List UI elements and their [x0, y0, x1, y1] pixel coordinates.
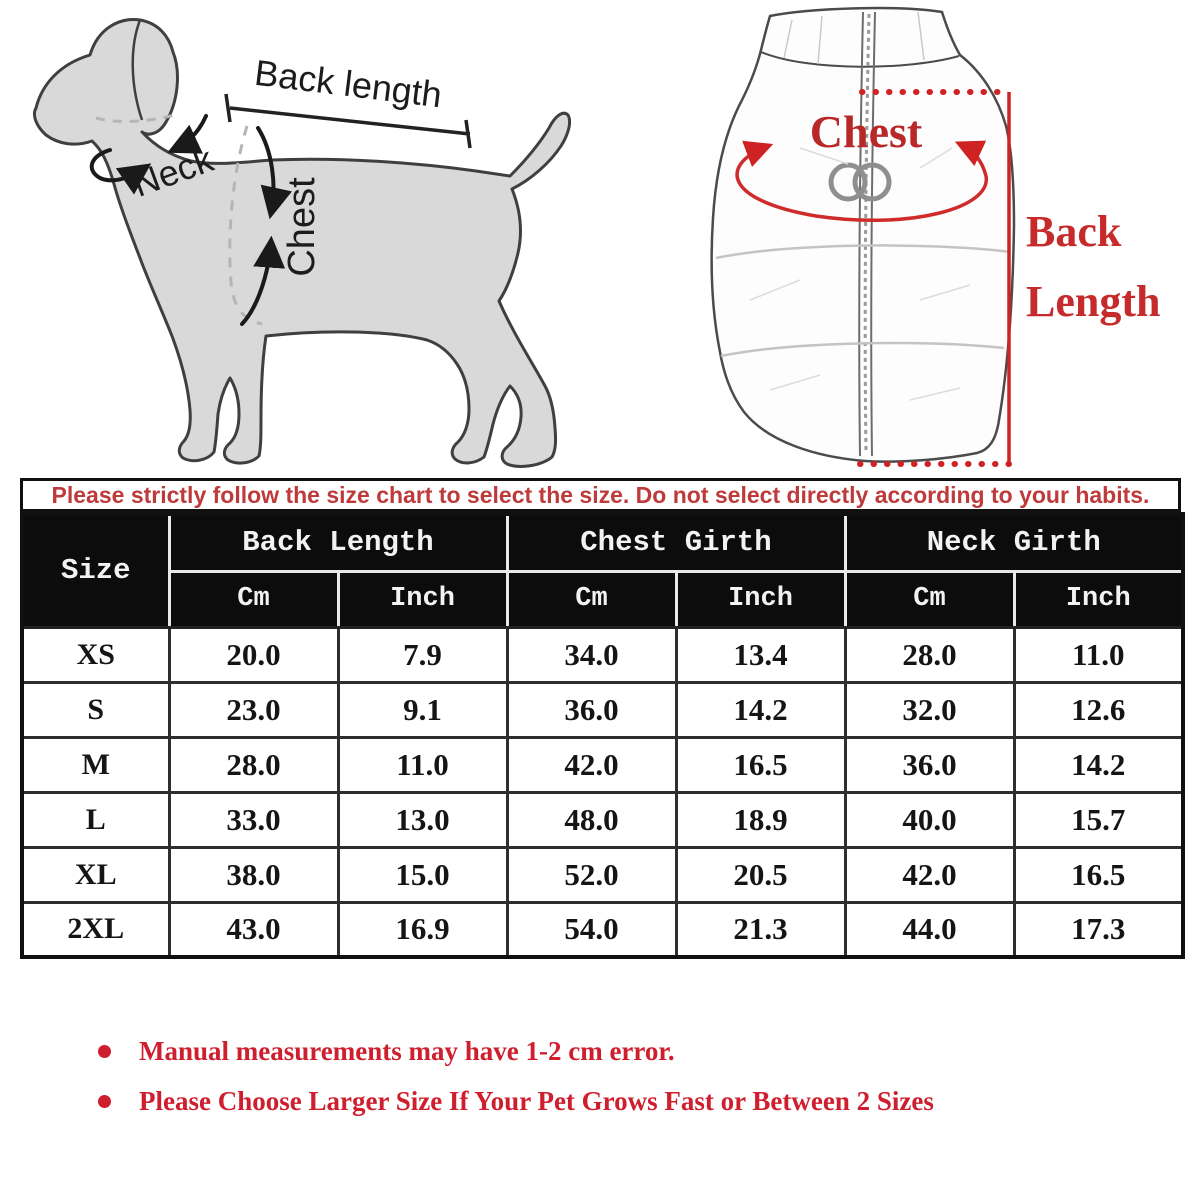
value-cell: 7.9 [338, 627, 507, 682]
vest-outline [712, 8, 1014, 462]
value-cell: 42.0 [507, 737, 676, 792]
table-row [22, 792, 1183, 847]
value-cell: 12.6 [1014, 682, 1183, 737]
note-text: Manual measurements may have 1-2 cm error. [139, 1036, 675, 1066]
value-cell: 44.0 [845, 902, 1014, 957]
vest-back-label: Back [1026, 207, 1122, 256]
value-cell: 48.0 [507, 792, 676, 847]
size-label: S [22, 682, 169, 737]
table-row [22, 627, 1183, 682]
size-label: XS [22, 627, 169, 682]
unit-header-neck-inch: Inch [1014, 571, 1183, 627]
size-warning-banner [20, 478, 1181, 512]
size-label: L [22, 792, 169, 847]
dog-measurement-diagram [0, 0, 630, 478]
unit-header-chest-cm: Cm [507, 571, 676, 627]
value-cell: 17.3 [1014, 902, 1183, 957]
group-header-chest-girth: Chest Girth [507, 514, 845, 571]
value-cell: 28.0 [169, 737, 338, 792]
size-label: 2XL [22, 902, 169, 957]
size-warning-text: Please strictly follow the size chart to select the size. Do not select directly according to your habits. [51, 481, 1150, 508]
value-cell: 9.1 [338, 682, 507, 737]
table-group-header-row [22, 514, 1183, 571]
value-cell: 43.0 [169, 902, 338, 957]
value-cell: 20.0 [169, 627, 338, 682]
value-cell: 14.2 [676, 682, 845, 737]
value-cell: 20.5 [676, 847, 845, 902]
size-column-header: Size [22, 514, 169, 627]
note-item [98, 1086, 934, 1117]
size-label: M [22, 737, 169, 792]
note-item [98, 1036, 934, 1067]
value-cell: 36.0 [845, 737, 1014, 792]
table-row [22, 682, 1183, 737]
unit-header-back-inch: Inch [338, 571, 507, 627]
value-cell: 16.5 [676, 737, 845, 792]
value-cell: 23.0 [169, 682, 338, 737]
unit-header-back-cm: Cm [169, 571, 338, 627]
vest-measurement-diagram [620, 0, 1200, 478]
group-header-back-length: Back Length [169, 514, 507, 571]
dog-chest-label: Chest [281, 177, 323, 277]
value-cell: 28.0 [845, 627, 1014, 682]
value-cell: 21.3 [676, 902, 845, 957]
group-header-neck-girth: Neck Girth [845, 514, 1183, 571]
table-row [22, 847, 1183, 902]
size-label: XL [22, 847, 169, 902]
value-cell: 14.2 [1014, 737, 1183, 792]
value-cell: 33.0 [169, 792, 338, 847]
value-cell: 36.0 [507, 682, 676, 737]
value-cell: 15.7 [1014, 792, 1183, 847]
dog-neck-label: Neck [127, 138, 219, 205]
vest-chest-label: Chest [809, 106, 923, 157]
value-cell: 11.0 [338, 737, 507, 792]
value-cell: 18.9 [676, 792, 845, 847]
vest-length-label: Length [1026, 277, 1161, 326]
value-cell: 38.0 [169, 847, 338, 902]
dog-back-length-label: Back length [252, 51, 445, 116]
table-row [22, 902, 1183, 957]
measurement-notes [98, 1036, 934, 1136]
value-cell: 42.0 [845, 847, 1014, 902]
bullet-icon [98, 1045, 111, 1058]
table-row [22, 737, 1183, 792]
value-cell: 13.0 [338, 792, 507, 847]
value-cell: 16.5 [1014, 847, 1183, 902]
value-cell: 11.0 [1014, 627, 1183, 682]
value-cell: 15.0 [338, 847, 507, 902]
value-cell: 40.0 [845, 792, 1014, 847]
value-cell: 32.0 [845, 682, 1014, 737]
unit-header-chest-inch: Inch [676, 571, 845, 627]
value-cell: 52.0 [507, 847, 676, 902]
bullet-icon [98, 1095, 111, 1108]
value-cell: 16.9 [338, 902, 507, 957]
unit-header-neck-cm: Cm [845, 571, 1014, 627]
value-cell: 34.0 [507, 627, 676, 682]
value-cell: 54.0 [507, 902, 676, 957]
value-cell: 13.4 [676, 627, 845, 682]
table-unit-header-row [22, 571, 1183, 627]
note-text: Please Choose Larger Size If Your Pet Grows Fast or Between 2 Sizes [139, 1086, 934, 1116]
size-chart-table [20, 512, 1185, 959]
